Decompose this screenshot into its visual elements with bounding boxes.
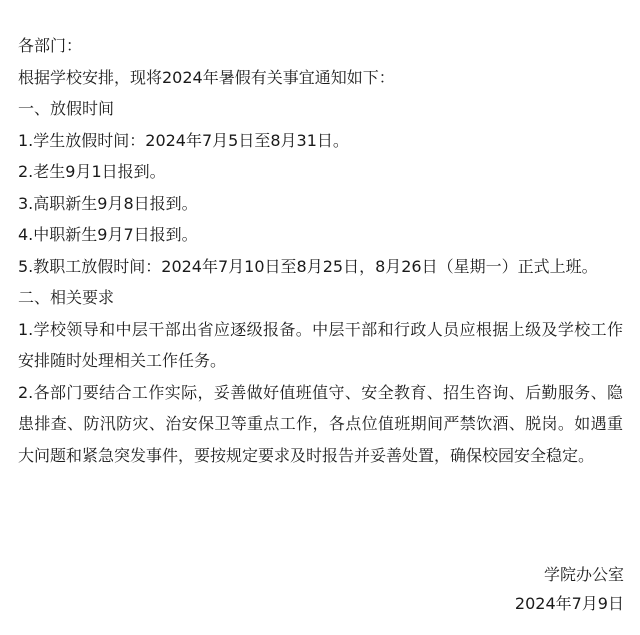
salutation: 各部门： (18, 36, 83, 55)
vacation-item-returning-students: 2.老生9月1日报到。 (18, 162, 166, 181)
section-heading-requirements: 二、相关要求 (18, 288, 115, 307)
signature-block (515, 560, 624, 618)
vacation-item-students: 1.学生放假时间：2024年7月5日至8月31日。 (18, 130, 349, 150)
intro-text: 根据学校安排，现将2024年暑假有关事宜通知如下： (18, 67, 395, 87)
issue-date: 2024年7月9日 (514, 594, 624, 613)
issuing-office: 学院办公室 (543, 565, 624, 584)
vacation-item-secondary-vocational-freshmen: 4.中职新生9月7日报到。 (18, 225, 198, 244)
notice-body (18, 30, 628, 471)
requirement-item-leader-reporting: 1.学校领导和中层干部出省应逐级报备。中层干部和行政人员应根据上级及学校工作安排随时处理相关工作任务。 (18, 319, 623, 370)
section-heading-vacation-time: 一、放假时间 (18, 99, 115, 118)
vacation-item-vocational-college-freshmen: 3.高职新生9月8日报到。 (18, 193, 198, 213)
requirement-item-department-duties: 2.各部门要结合工作实际，妥善做好值班值守、安全教育、招生咨询、后勤服务、隐患排查、防汛防灾、治安保卫等重点工作，各点位值班期间严禁饮酒、脱岗。如遇重大问题和紧急突发事件，要按规定要求及时报告并妥善处置，确保校园安全稳定。 (18, 382, 623, 465)
vacation-item-staff: 5.教职工放假时间：2024年7月10日至8月25日，8月26日（星期一）正式上班。 (18, 256, 598, 276)
